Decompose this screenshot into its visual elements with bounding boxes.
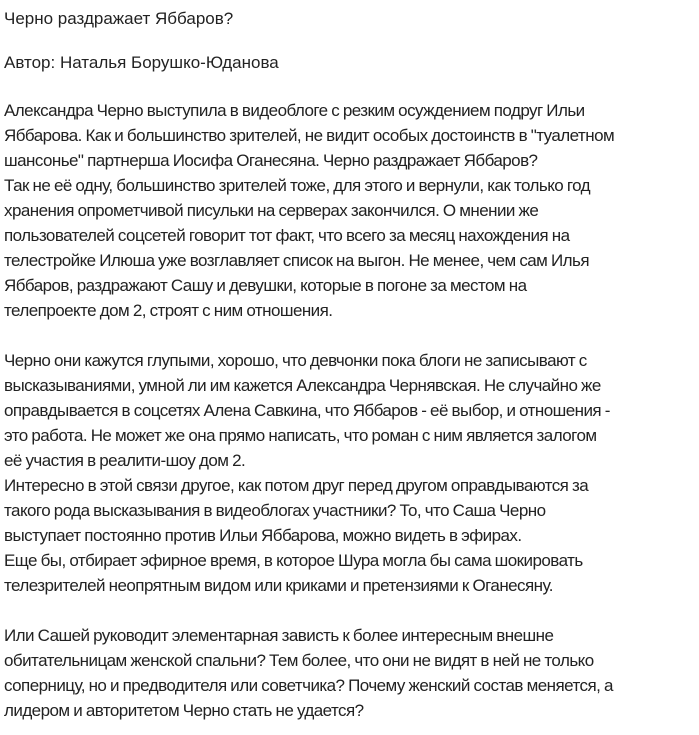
paragraph-line: Черно они кажутся глупыми, хорошо, что девчонки пока блоги не записывают с: [4, 351, 587, 370]
paragraph-line: Так не её одну, большинство зрителей тоже, для этого и вернули, как только год: [4, 176, 591, 195]
paragraph-gap: [4, 598, 696, 623]
paragraph-line: Александра Черно выступила в видеоблоге с резким осуждением подруг Ильи: [4, 101, 585, 120]
paragraph-line: Или Сашей руководит элементарная зависть к более интересным внешне: [4, 626, 554, 645]
article-body: [4, 98, 696, 723]
paragraph-line: шансонье" партнерша Иосифа Оганесяна. Черно раздражает Яббаров?: [4, 151, 538, 170]
article-title: Черно раздражает Яббаров?: [4, 9, 234, 28]
article-author: Автор: Наталья Борушко-Юданова: [4, 53, 279, 72]
paragraph-line: это работа. Не может же она прямо написать, что роман с ним является залогом: [4, 426, 597, 445]
paragraph-line: телезрителей неопрятным видом или криками и претензиями к Оганесяну.: [4, 576, 553, 595]
paragraph-line: хранения опрометчивой писульки на серверах закончился. О мнении же: [4, 201, 539, 220]
paragraph-line: такого рода высказывания в видеоблогах участники? То, что Саша Черно: [4, 501, 546, 520]
paragraph-line: оправдывается в соцсетях Алена Савкина, что Яббаров - её выбор, и отношения -: [4, 401, 610, 420]
paragraph-line: телестройке Илюша уже возглавляет список на выгон. Не менее, чем сам Илья: [4, 251, 589, 270]
paragraph-line: Интересно в этой связи другое, как потом друг перед другом оправдываются за: [4, 476, 589, 495]
paragraph-line: пользователей соцсетей говорит тот факт, что всего за месяц нахождения на: [4, 226, 570, 245]
paragraph-line: лидером и авторитетом Черно стать не удается?: [4, 701, 364, 720]
paragraph-gap: [4, 323, 696, 348]
paragraph-line: её участия в реалити-шоу дом 2.: [4, 451, 246, 470]
paragraph-line: телепроекте дом 2, строят с ним отношения.: [4, 301, 333, 320]
paragraph-line: Яббарова. Как и большинство зрителей, не видит особых достоинств в "туалетном: [4, 126, 615, 145]
paragraph-line: Еще бы, отбирает эфирное время, в которое Шура могла бы сама шокировать: [4, 551, 583, 570]
paragraph-line: Яббаров, раздражают Сашу и девушки, которые в погоне за местом на: [4, 276, 527, 295]
paragraph-line: высказываниями, умной ли им кажется Александра Чернявская. Не случайно же: [4, 376, 601, 395]
paragraph-line: обитательницам женской спальни? Тем более, что они не видят в ней не только: [4, 651, 594, 670]
paragraph-line: выступает постоянно против Ильи Яббарова, можно видеть в эфирах.: [4, 526, 522, 545]
paragraph-line: соперницу, но и предводителя или советчика? Почему женский состав меняется, а: [4, 676, 613, 695]
